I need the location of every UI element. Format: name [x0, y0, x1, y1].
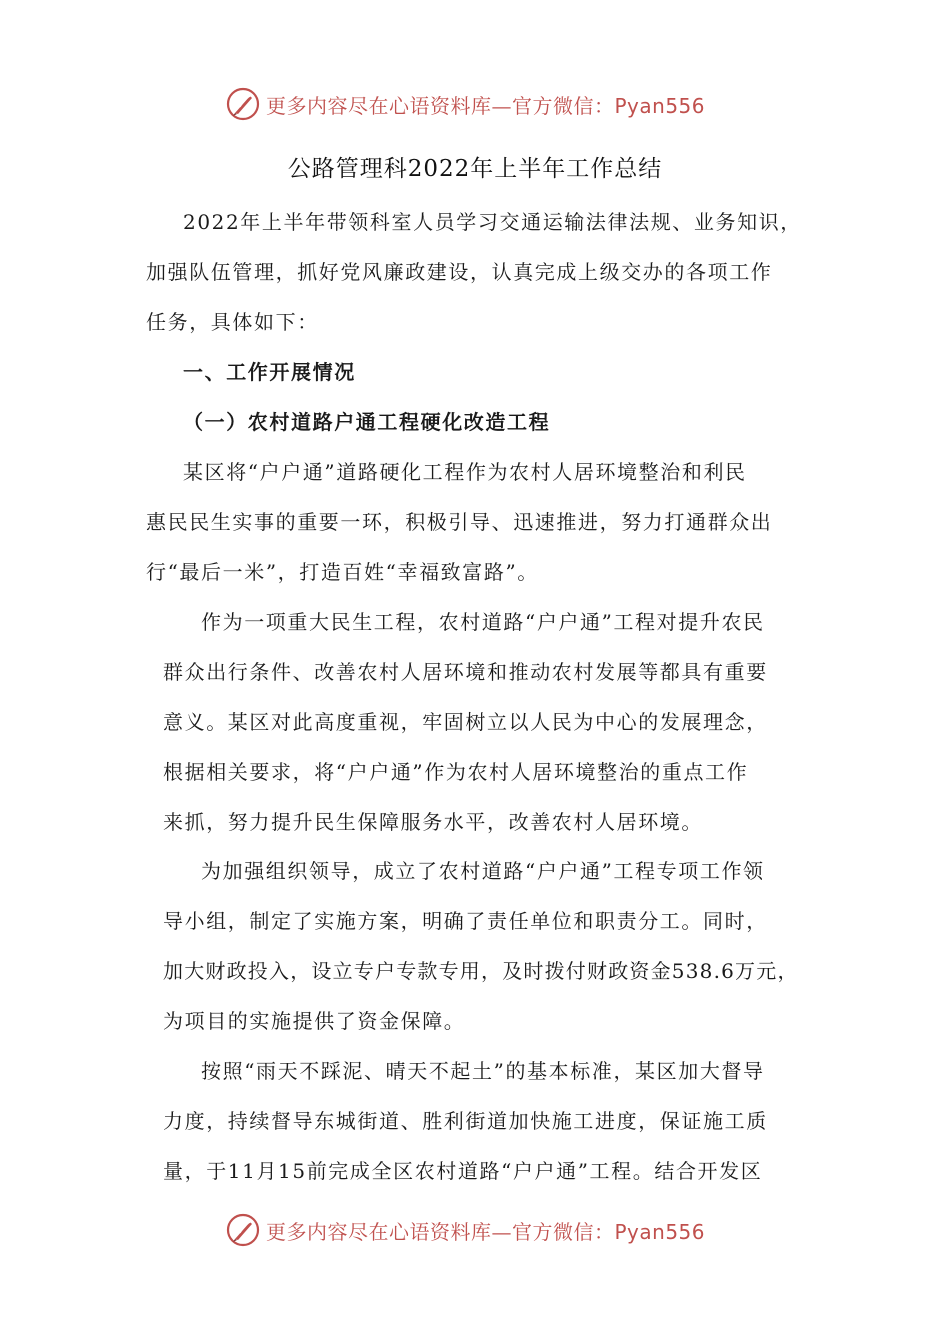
header-watermark [226, 84, 705, 124]
paragraph-line: 量，于11月15前完成全区农村道路“户户通”工程。结合开发区 [163, 1159, 763, 1183]
paragraph-line: 群众出行条件、改善农村人居环境和推动农村发展等都具有重要 [163, 660, 768, 684]
paragraph-line: 为加强组织领导，成立了农村道路“户户通”工程专项工作领 [201, 859, 765, 883]
watermark-wechat-id: Pyan556 [614, 93, 706, 118]
paragraph-line: 导小组，制定了实施方案，明确了责任单位和职责分工。同时， [163, 909, 768, 933]
paragraph-line: 行“最后一米”，打造百姓“幸福致富路”。 [146, 560, 539, 584]
paragraph-line: 为项目的实施提供了资金保障。 [163, 1009, 466, 1033]
quill-pen-logo-icon [226, 87, 260, 121]
paragraph-line: 2022年上半年带领科室人员学习交通运输法律法规、业务知识， [183, 210, 802, 234]
quill-pen-logo-icon [226, 1213, 260, 1247]
paragraph-line: 加大财政投入，设立专户专款专用，及时拨付财政资金538.6万元， [163, 959, 799, 983]
document-title: 公路管理科2022年上半年工作总结 [287, 156, 663, 182]
watermark-wechat-id: Pyan556 [614, 1219, 706, 1244]
paragraph-line: 根据相关要求，将“户户通”作为农村人居环境整治的重点工作 [163, 760, 749, 784]
paragraph-line: 按照“雨天不踩泥、晴天不起土”的基本标准，某区加大督导 [201, 1059, 765, 1083]
paragraph-line: 某区将“户户通”道路硬化工程作为农村人居环境整治和利民 [183, 460, 747, 484]
paragraph-line: 作为一项重大民生工程，农村道路“户户通”工程对提升农民 [201, 610, 765, 634]
subsection-heading: （一）农村道路户通工程硬化改造工程 [183, 410, 551, 434]
paragraph-line: 加强队伍管理，抓好党风廉政建设，认真完成上级交办的各项工作 [146, 260, 773, 284]
paragraph-line: 惠民民生实事的重要一环，积极引导、迅速推进，努力打通群众出 [146, 510, 773, 534]
paragraph-line: 任务，具体如下： [146, 310, 319, 334]
watermark-text: 更多内容尽在心语资料库—官方微信：Pyan556 [266, 93, 706, 118]
watermark-text: 更多内容尽在心语资料库—官方微信：Pyan556 [266, 1219, 706, 1244]
paragraph-line: 力度，持续督导东城街道、胜利街道加快施工进度，保证施工质 [163, 1109, 768, 1133]
paragraph-line: 来抓，努力提升民生保障服务水平，改善农村人居环境。 [163, 810, 703, 834]
section-heading: 一、工作开展情况 [183, 360, 356, 384]
paragraph-line: 意义。某区对此高度重视，牢固树立以人民为中心的发展理念， [163, 710, 768, 734]
footer-watermark [226, 1210, 705, 1250]
